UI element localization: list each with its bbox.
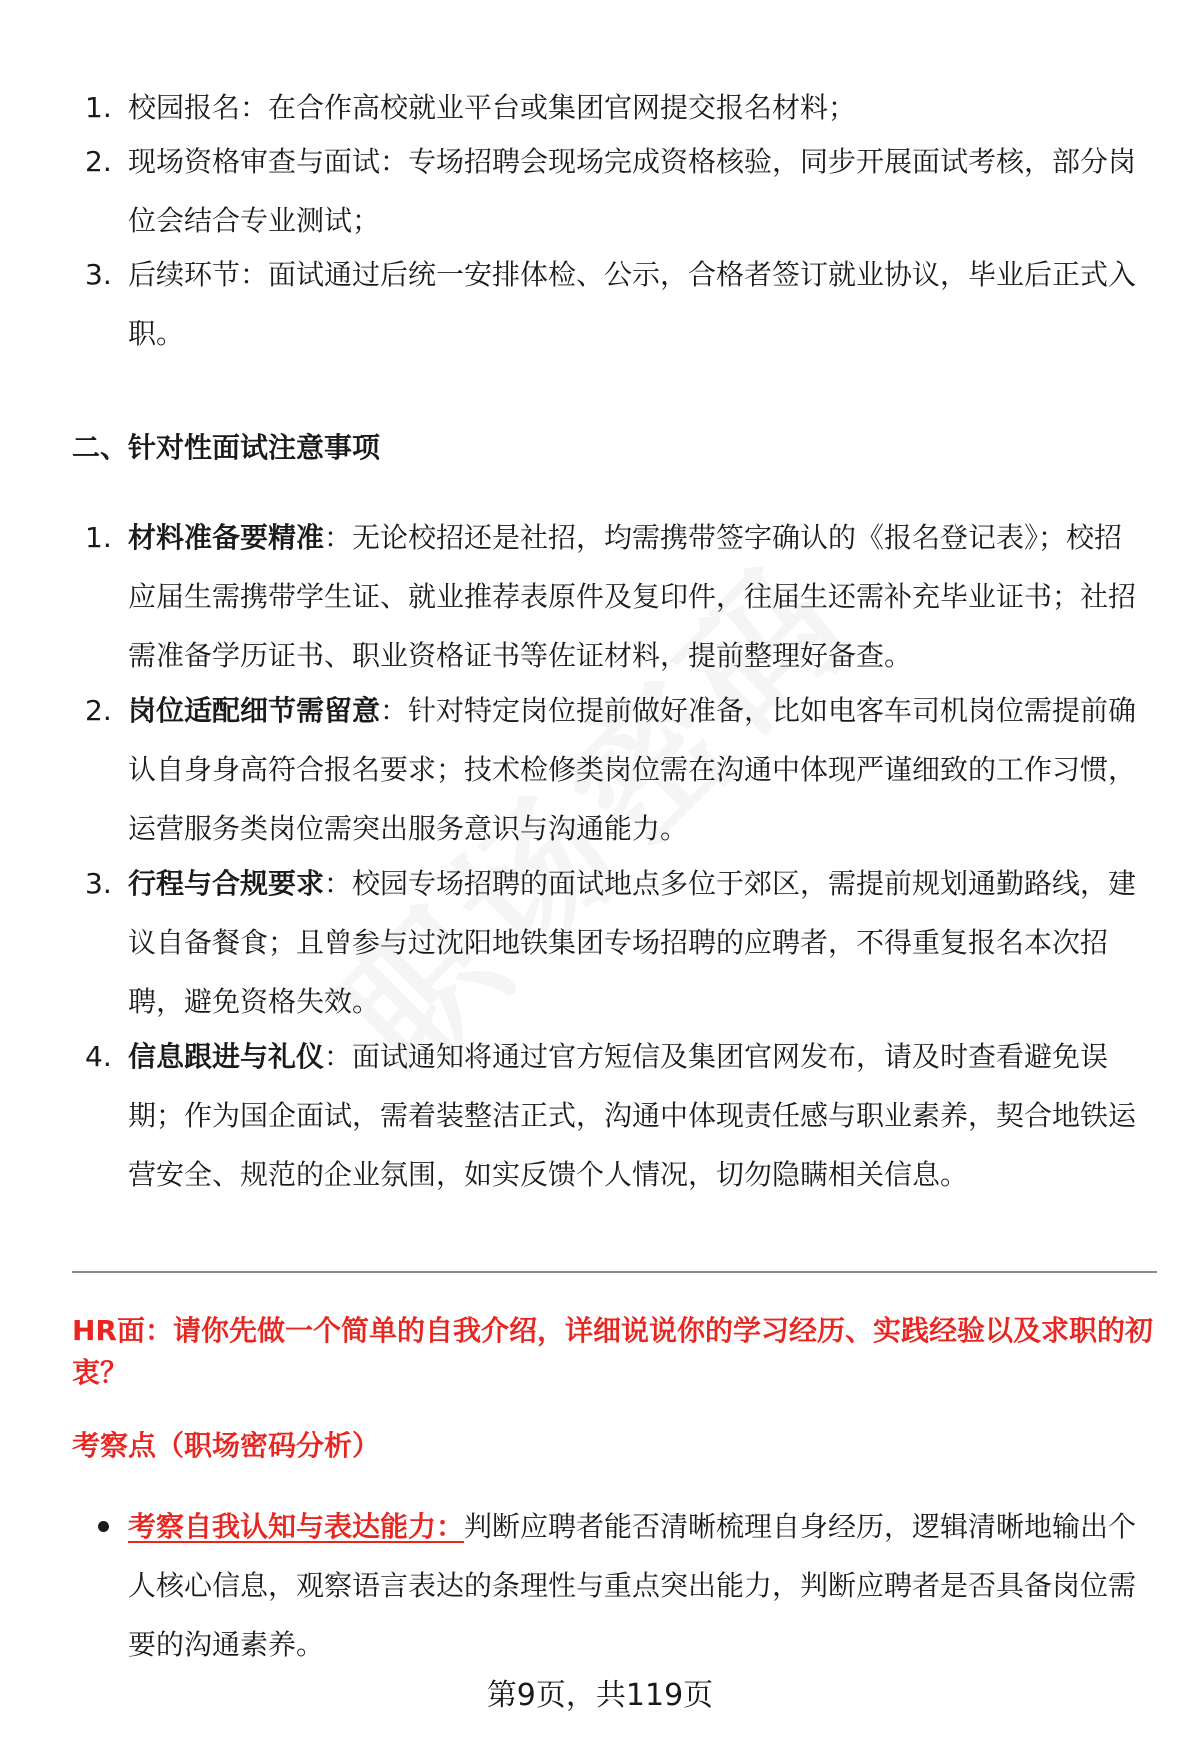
note-title: 岗位适配细节需留意 — [128, 694, 381, 727]
list-item — [0, 132, 1200, 250]
note-text: ：针对特定岗位提前做好准备，比如电客车司机岗位需提前确认自身身高符合报名要求；技术检修类岗位需在沟通中体现严谨细致的工作习惯，运营服务类岗位需突出服务意识与沟通能力。 — [128, 694, 1137, 845]
list-text: 后续环节：面试通过后统一安排体检、公示，合格者签订就业协议，毕业后正式入职。 — [128, 258, 1137, 350]
list-text: 校园报名：在合作高校就业平台或集团官网提交报名材料； — [128, 91, 857, 124]
hr-question: HR面：请你先做一个简单的自我介绍，详细说说你的学习经历、实践经验以及求职的初衷？ — [72, 1314, 1153, 1389]
list-number: 2. — [85, 145, 112, 178]
focus-point-title: 考察自我认知与表达能力： — [128, 1510, 465, 1543]
list-item — [0, 854, 1200, 1031]
note-title: 材料准备要精准 — [128, 521, 325, 554]
page-footer: 第9页，共119页 — [486, 1678, 714, 1713]
note-title: 行程与合规要求 — [128, 867, 325, 900]
note-text: ：校园专场招聘的面试地点多位于郊区，需提前规划通勤路线，建议自备餐食；且曾参与过沈阳地铁集团专场招聘的应聘者，不得重复报名本次招聘，避免资格失效。 — [128, 867, 1137, 1018]
list-item — [0, 245, 1200, 363]
list-number: 1. — [85, 91, 112, 124]
list-item — [0, 681, 1200, 858]
list-number: 2. — [85, 694, 112, 727]
list-number: 4. — [85, 1040, 112, 1073]
note-text: ：无论校招还是社招，均需携带签字确认的《报名登记表》；校招应届生需携带学生证、就业推荐表原件及复印件，往届生还需补充毕业证书；社招需准备学历证书、职业资格证书等佐证材料，提前整理好备查。 — [128, 521, 1137, 672]
section-divider — [72, 1271, 1157, 1273]
section-heading: 二、针对性面试注意事项 — [72, 431, 381, 464]
note-text: ：面试通知将通过官方短信及集团官网发布，请及时查看避免误期；作为国企面试，需着装整洁正式，沟通中体现责任感与职业素养，契合地铁运营安全、规范的企业氛围，如实反馈个人情况，切勿隐瞒相关信息。 — [128, 1040, 1137, 1191]
bullet-icon — [98, 1521, 109, 1532]
notes-list — [0, 508, 1200, 1204]
list-text: 现场资格审查与面试：专场招聘会现场完成资格核验，同步开展面试考核，部分岗位会结合专业测试； — [128, 145, 1137, 237]
note-title: 信息跟进与礼仪 — [128, 1040, 325, 1073]
list-number: 3. — [85, 867, 112, 900]
list-number: 3. — [85, 258, 112, 291]
focus-heading: 考察点（职场密码分析） — [72, 1429, 381, 1462]
focus-point — [0, 1497, 1200, 1674]
list-item — [0, 1027, 1200, 1204]
list-item — [0, 508, 1200, 685]
focus-point-text: 判断应聘者能否清晰梳理自身经历，逻辑清晰地输出个人核心信息，观察语言表达的条理性与重点突出能力，判断应聘者是否具备岗位需要的沟通素养。 — [128, 1510, 1137, 1661]
list-item — [0, 78, 1200, 137]
process-list — [0, 78, 1200, 363]
list-number: 1. — [85, 521, 112, 554]
